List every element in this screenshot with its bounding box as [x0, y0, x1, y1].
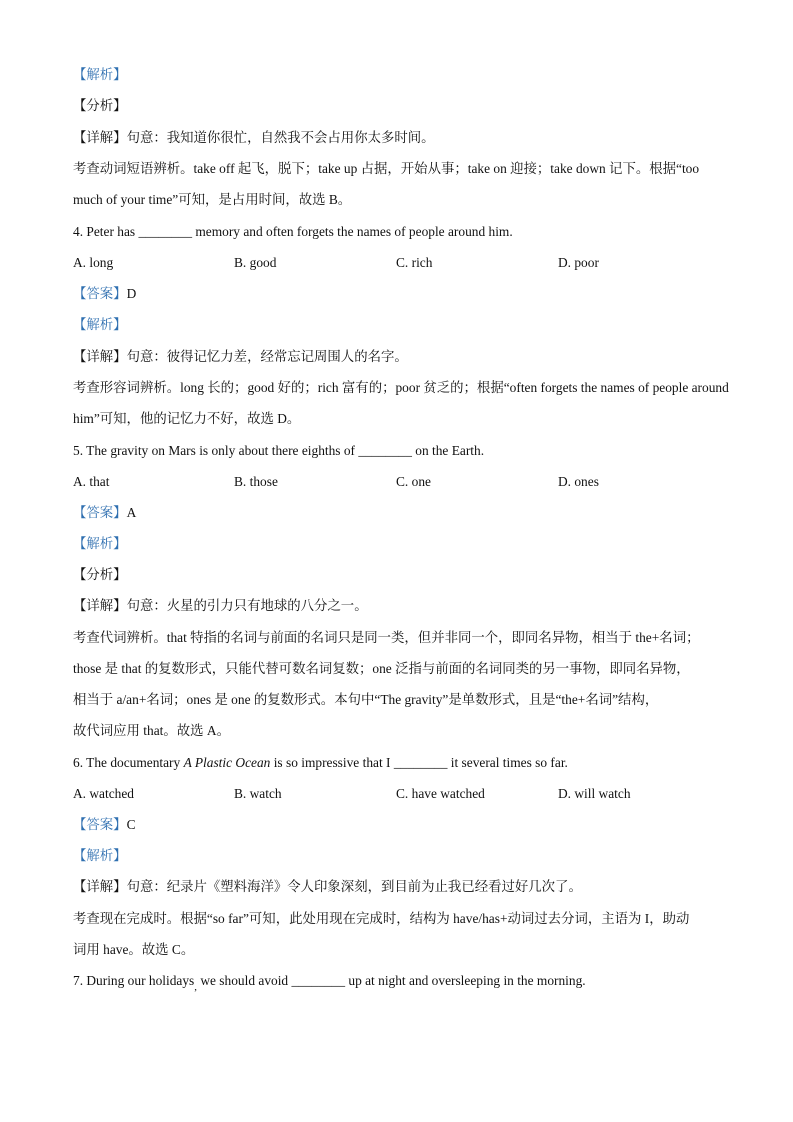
option-a: A. long — [73, 255, 114, 270]
analysis-tag: 【解析】 — [73, 848, 127, 863]
explain-line: 词用 have。故选 C。 — [73, 942, 195, 957]
option-b: B. those — [234, 474, 278, 489]
analysis-tag: 【解析】 — [73, 67, 127, 82]
fenxi-tag: 【分析】 — [73, 98, 127, 113]
question-stem: 5. The gravity on Mars is only about there eighths of ________ on the Earth. — [73, 443, 485, 458]
detail-line: 【详解】句意：火星的引力只有地球的八分之一。 — [73, 598, 368, 613]
detail-line: 【详解】句意：我知道你很忙，自然我不会占用你太多时间。 — [73, 130, 435, 145]
answer-line: 【答案】D — [73, 286, 137, 301]
explain-line: 考查形容词辨析。long 长的；good 好的；rich 富有的；poor 贫乏的；根据“often forgets the names of people around — [73, 380, 729, 395]
explain-line: 相当于 a/an+名词；ones 是 one 的复数形式。本句中“The gravity”是单数形式，且是“the+名词”结构， — [73, 692, 659, 707]
option-b: B. watch — [234, 786, 282, 801]
option-b: B. good — [234, 255, 277, 270]
analysis-tag: 【解析】 — [73, 536, 127, 551]
answer-line: 【答案】C — [73, 817, 136, 832]
option-d: D. will watch — [558, 786, 631, 801]
answer-line: 【答案】A — [73, 505, 137, 520]
explain-line: much of your time”可知，是占用时间，故选 B。 — [73, 192, 352, 207]
option-d: D. poor — [558, 255, 599, 270]
question-stem: 7. During our holidays$_,$ we should avoid ________ up at night and oversleeping in the morning. — [73, 973, 586, 993]
option-d: D. ones — [558, 474, 599, 489]
explain-line: 考查现在完成时。根据“so far”可知，此处用现在完成时，结构为 have/has+动词过去分词，主语为 I，助动 — [73, 911, 690, 926]
detail-line: 【详解】句意：彼得记忆力差，经常忘记周围人的名字。 — [73, 349, 408, 364]
option-c: C. one — [396, 474, 431, 489]
explain-line: 考查代词辨析。that 特指的名词与前面的名词只是同一类，但并非同一个，即同名异物，相当于 the+名词； — [73, 630, 700, 645]
option-a: A. watched — [73, 786, 134, 801]
question-stem: 6. The documentary A Plastic Ocean is so impressive that I ________ it several times so far. — [73, 755, 568, 770]
explain-line: him”可知，他的记忆力不好，故选 D。 — [73, 411, 301, 426]
option-a: A. that — [73, 474, 110, 489]
option-c: C. rich — [396, 255, 433, 270]
analysis-tag: 【解析】 — [73, 317, 127, 332]
explain-line: 考查动词短语辨析。take off 起飞，脱下；take up 占据，开始从事；take on 迎接；take down 记下。根据“too — [73, 161, 700, 176]
option-c: C. have watched — [396, 786, 485, 801]
documentary-title: A Plastic Ocean — [183, 755, 271, 770]
explain-line: those 是 that 的复数形式，只能代替可数名词复数；one 泛指与前面的名词同类的另一事物，即同名异物， — [73, 661, 690, 676]
detail-line: 【详解】句意：纪录片《塑料海洋》令人印象深刻，到目前为止我已经看过好几次了。 — [73, 879, 582, 894]
question-stem: 4. Peter has ________ memory and often forgets the names of people around him. — [73, 224, 513, 239]
fenxi-tag: 【分析】 — [73, 567, 127, 582]
explain-line: 故代词应用 that。故选 A。 — [73, 723, 230, 738]
